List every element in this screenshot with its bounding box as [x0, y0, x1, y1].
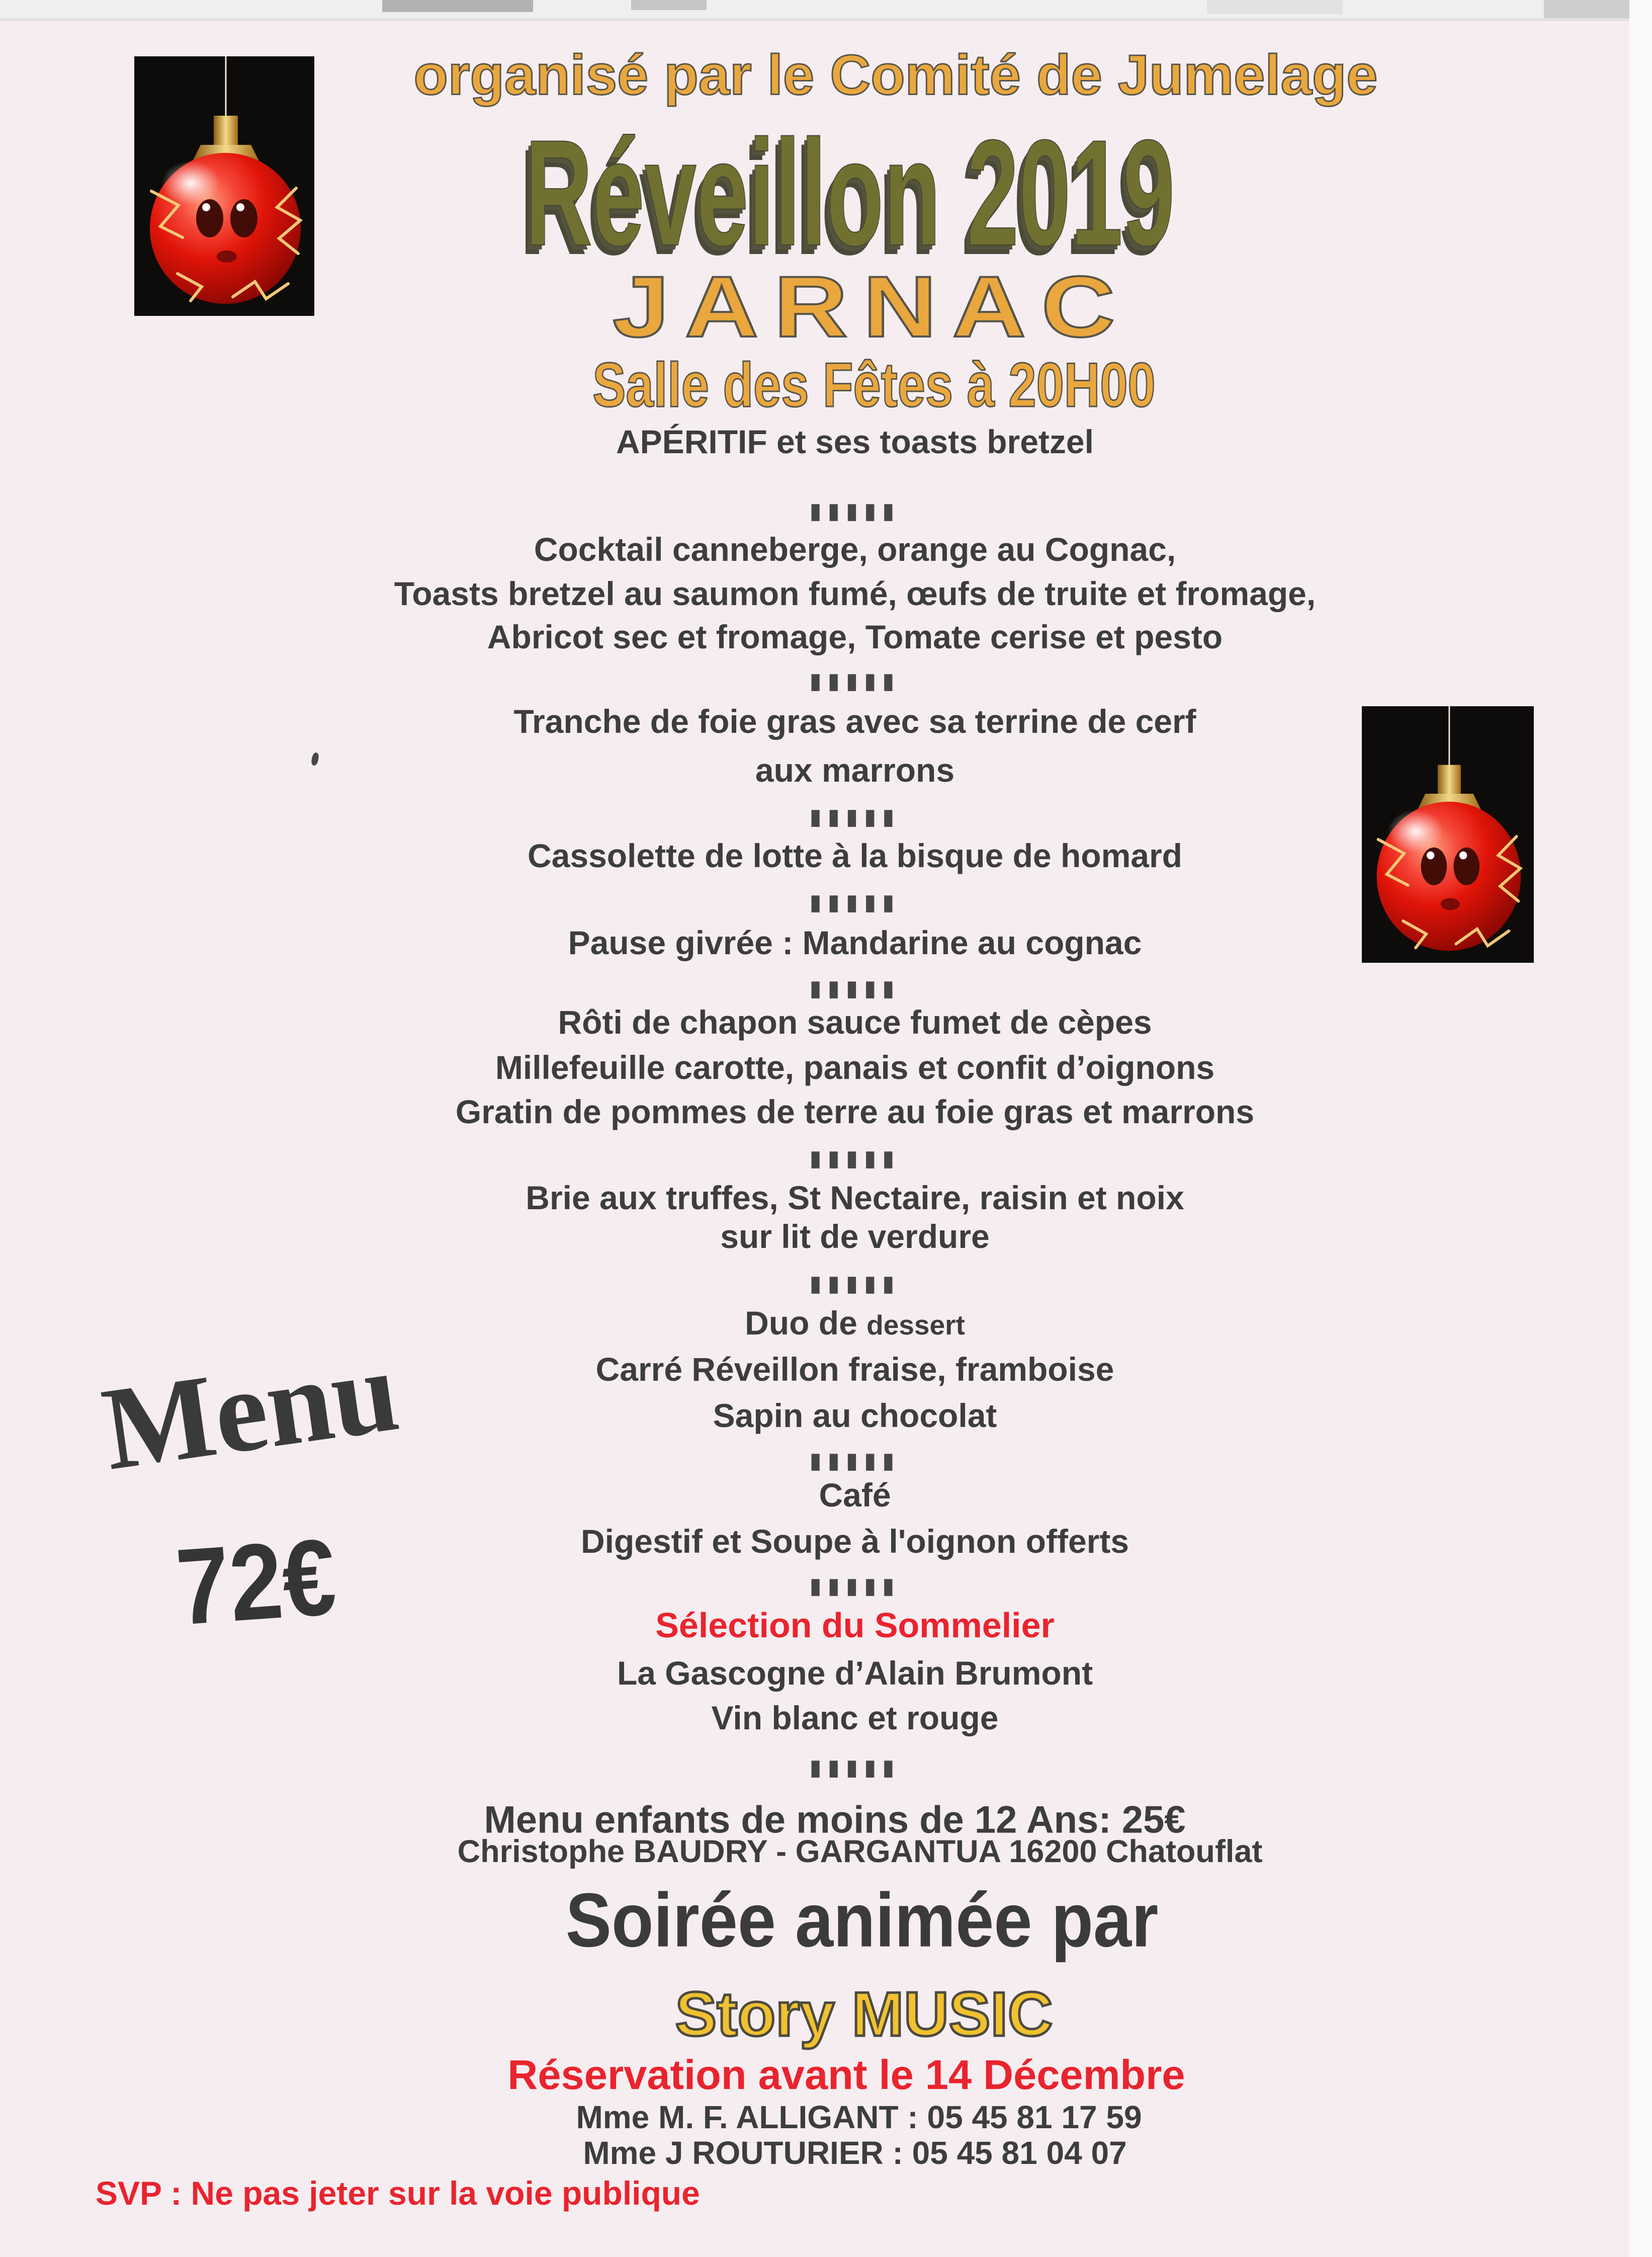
- menu-line: Abricot sec et fromage, Tomate cerise et pesto: [487, 618, 1223, 655]
- menu-line: Toasts bretzel au saumon fumé, œufs de truite et fromage,: [394, 575, 1316, 612]
- menu-separator: ▮▮▮▮▮: [809, 1271, 901, 1296]
- menu-line: Carré Réveillon fraise, framboise: [595, 1351, 1114, 1388]
- menu-line: Millefeuille carotte, panais et confit d’oignons: [495, 1049, 1215, 1086]
- menu-line: Pause givrée : Mandarine au cognac: [568, 924, 1142, 961]
- menu-line: APÉRITIF et ses toasts bretzel: [616, 423, 1094, 460]
- menu-line: Brie aux truffes, St Nectaire, raisin et noix: [526, 1179, 1184, 1216]
- contact-phone-2: Mme J ROUTURIER : 05 45 81 04 07: [583, 2135, 1127, 2171]
- menu-separator: ▮▮▮▮▮: [809, 1448, 901, 1473]
- litter-notice: SVP : Ne pas jeter sur la voie publique: [96, 2175, 700, 2212]
- venue-time-line: Salle des Fêtes à 20H00: [592, 351, 1156, 420]
- menu-separator: ▮▮▮▮▮: [809, 1573, 901, 1599]
- menu-line: Sélection du Sommelier: [655, 1606, 1055, 1645]
- menu-line-part: dessert: [866, 1309, 965, 1341]
- children-menu-line: Menu enfants de moins de 12 Ans: 25€: [484, 1798, 1186, 1842]
- menu-separator: ▮▮▮▮▮: [809, 976, 901, 1001]
- menu-line: Vin blanc et rouge: [711, 1699, 999, 1736]
- menu-line: Tranche de foie gras avec sa terrine de cerf: [513, 703, 1196, 740]
- menu-line: La Gascogne d’Alain Brumont: [617, 1654, 1093, 1692]
- menu-line: Rôti de chapon sauce fumet de cèpes: [558, 1004, 1152, 1041]
- event-title: Réveillon 2019: [525, 108, 1175, 277]
- reservation-deadline: Réservation avant le 14 Décembre: [507, 2051, 1185, 2098]
- menu-separator: ▮▮▮▮▮: [809, 1146, 901, 1171]
- menu-line: Gratin de pommes de terre au foie gras et marrons: [455, 1093, 1255, 1130]
- menu-separator: ▮▮▮▮▮: [809, 1755, 901, 1780]
- menu-line: [58, 1304, 1652, 1342]
- menu-line-part: Duo de: [745, 1304, 867, 1342]
- menu-line: aux marrons: [755, 751, 955, 789]
- menu-separator: ▮▮▮▮▮: [809, 804, 901, 829]
- city-name: JARNAC: [613, 259, 1131, 355]
- entertainment-line: Soirée animée par: [565, 1877, 1159, 1963]
- menu-line: Digestif et Soupe à l'oignon offerts: [580, 1523, 1129, 1560]
- menu-line: Cassolette de lotte à la bisque de homard: [528, 837, 1182, 874]
- organizer-line: organisé par le Comité de Jumelage: [413, 43, 1378, 107]
- menu-line: sur lit de verdure: [720, 1218, 990, 1255]
- menu-separator: ▮▮▮▮▮: [809, 668, 901, 694]
- menu-word: Menu: [95, 1324, 406, 1495]
- contact-phone-1: Mme M. F. ALLIGANT : 05 45 81 17 59: [576, 2099, 1142, 2135]
- menu-line: Café: [819, 1476, 891, 1514]
- band-name: Story MUSIC: [675, 1980, 1053, 2049]
- menu-separator: ▮▮▮▮▮: [809, 498, 901, 524]
- caterer-line: Christophe BAUDRY - GARGANTUA 16200 Chatouflat: [457, 1834, 1263, 1869]
- menu-price: 72€: [172, 1516, 339, 1648]
- menu-line: Cocktail canneberge, orange au Cognac,: [534, 531, 1176, 568]
- menu-line: Sapin au chocolat: [713, 1397, 997, 1434]
- menu-separator: ▮▮▮▮▮: [809, 890, 901, 915]
